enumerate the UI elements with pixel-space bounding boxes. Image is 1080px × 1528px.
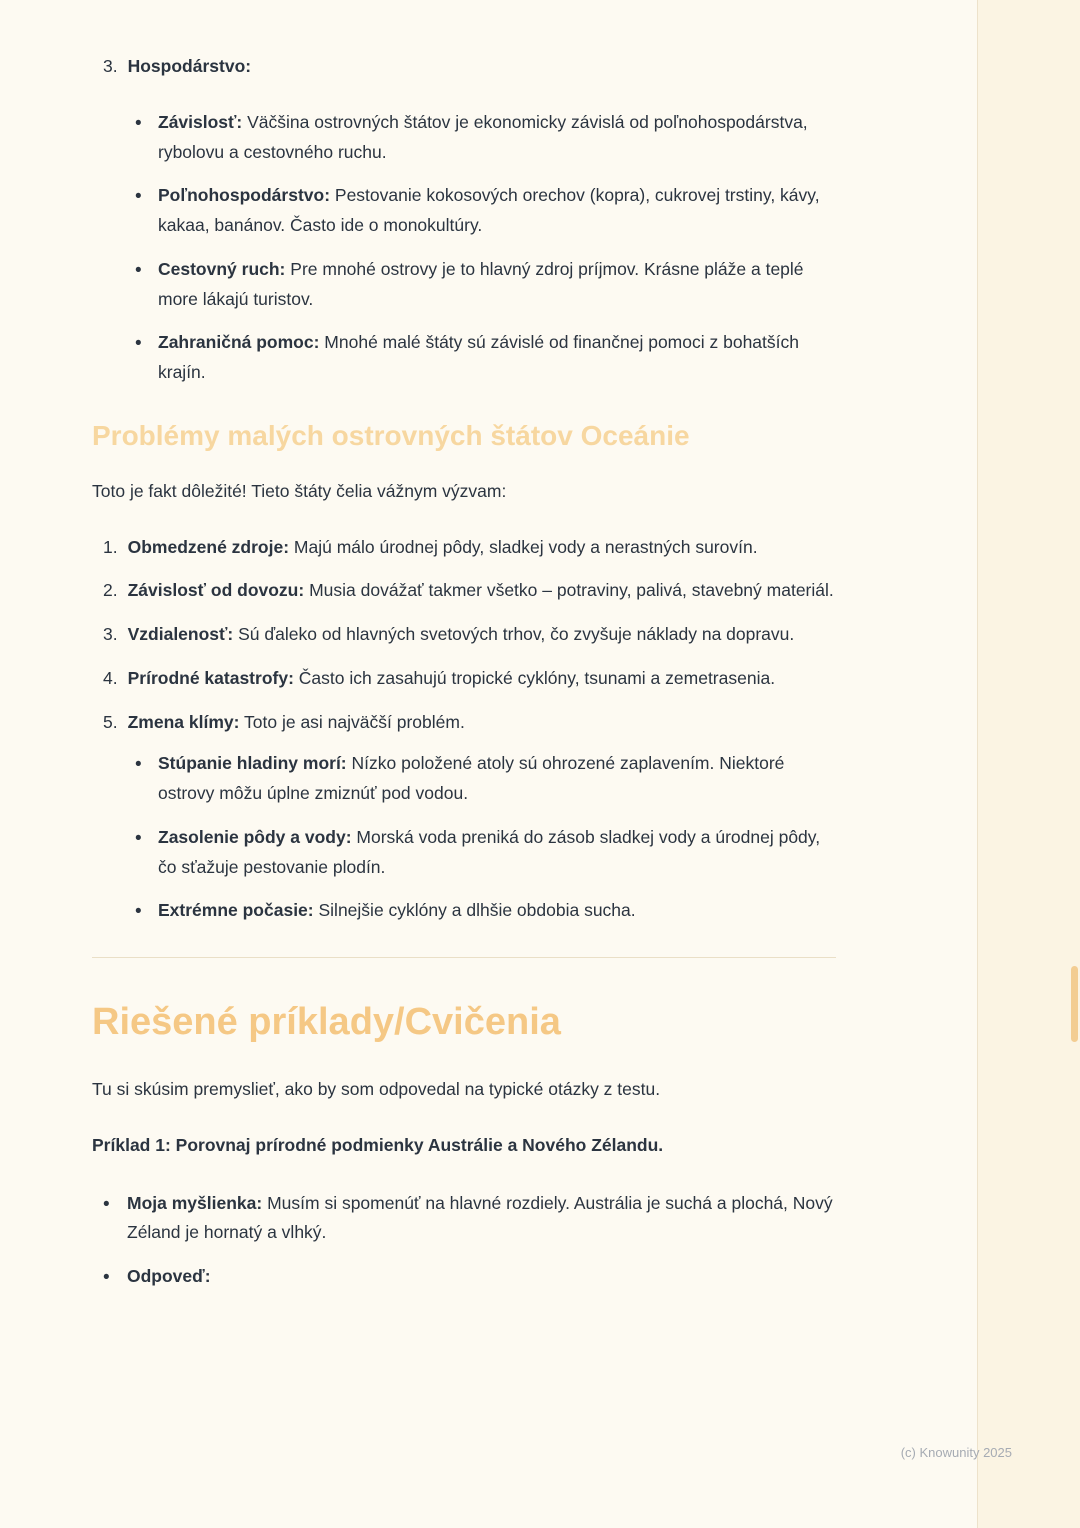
list-item (92, 749, 836, 809)
term-text: Toto je asi najväčší problém. (244, 711, 465, 732)
bullet-icon: • (135, 186, 142, 208)
term-label: Stúpanie hladiny morí: (158, 753, 347, 774)
bullet-icon: • (135, 333, 142, 355)
list-number: 1. (103, 536, 118, 557)
term-label: Obmedzené zdroje: (127, 536, 290, 557)
scrollbar-thumb[interactable] (1071, 966, 1078, 1042)
term-text: Silnejšie cyklóny a dlhšie obdobia sucha. (318, 900, 636, 921)
term-text: Mnohé malé štáty sú závislé od finančnej pomoci z bohatších krajín. (158, 332, 799, 382)
term-text: Sú ďaleko od hlavných svetových trhov, čo zvyšuje náklady na dopravu. (238, 624, 795, 644)
bullet-icon: • (103, 1267, 110, 1289)
term-text: Musia dovážať takmer všetko – potraviny, palivá, stavebný materiál. (309, 580, 834, 601)
bullet-icon: • (135, 901, 142, 923)
list-number: 2. (103, 580, 118, 601)
list-item (92, 328, 836, 388)
term-text: Majú málo úrodnej pôdy, sladkej vody a nerastných surovín. (293, 536, 758, 557)
example1-title: Príklad 1: Porovnaj prírodné podmienky Austrálie a Nového Zélandu. (92, 1134, 664, 1155)
section-divider (92, 957, 836, 958)
climate-sub-list (92, 749, 836, 928)
section-heading-problems: Problémy malých ostrovných štátov Oceánie (92, 419, 690, 451)
bullet-icon: • (135, 259, 142, 281)
bullet-icon: • (135, 754, 142, 776)
problems-intro: Toto je fakt dôležité! Tieto štáty čelia vážnym výzvam: (92, 480, 507, 501)
copyright-credit: (c) Knowunity 2025 (900, 1444, 1012, 1460)
examples-intro: Tu si skúsim premyslieť, ako by som odpovedal na typické otázky z testu. (92, 1079, 661, 1100)
list-item (92, 823, 836, 883)
term-text: Často ich zasahujú tropické cyklóny, tsunami a zemetrasenia. (298, 667, 776, 688)
economy-bullet-list (92, 108, 836, 388)
term-text: Väčšina ostrovných štátov je ekonomicky závislá od poľnohospodárstva, rybolovu a cestovného ruchu. (158, 111, 808, 162)
numbered-item (92, 533, 836, 563)
list-item (92, 181, 836, 241)
numbered-item (92, 620, 836, 650)
list-number: 5. (103, 711, 118, 732)
term-text: Nízko položené atoly sú ohrozené zaplavením. Niektoré ostrovy môžu úplne zmiznúť pod vodou. (158, 753, 785, 803)
term-label: Závislosť od dovozu: (127, 580, 305, 601)
term-label: Závislosť: (158, 111, 243, 132)
term-label: Zasolenie pôdy a vody: (158, 826, 352, 847)
bullet-icon: • (135, 827, 142, 849)
term-text: Musím si spomenúť na hlavné rozdiely. Austrália je suchá a plochá, Nový Zéland je hornatý a vlhký. (127, 1192, 833, 1243)
term-label: Vzdialenosť: (127, 624, 234, 644)
bullet-icon: • (103, 1193, 110, 1215)
term-label: Moja myšlienka: (127, 1192, 263, 1213)
example1-bullet-list (92, 1189, 836, 1295)
numbered-item (92, 576, 836, 606)
term-text: Pre mnohé ostrovy je to hlavný zdroj príjmov. Krásne pláže a teplé more lákajú turistov. (158, 258, 804, 309)
list-item (92, 1189, 836, 1249)
numbered-item (92, 708, 836, 738)
term-label: Odpoveď: (127, 1266, 211, 1287)
term-label: Cestovný ruch: (158, 258, 286, 279)
section-heading-examples: Riešené príklady/Cvičenia (92, 1000, 561, 1043)
bullet-icon: • (135, 112, 142, 134)
term-label: Zmena klímy: (127, 711, 240, 732)
list-number: 4. (103, 667, 118, 688)
term-text: Morská voda preniká do zásob sladkej vody a úrodnej pôdy, čo sťažuje pestovanie plodín. (158, 826, 821, 877)
numbered-item (92, 664, 836, 694)
term-label: Prírodné katastrofy: (127, 667, 294, 688)
list-number: 3. (103, 56, 118, 76)
section-term-label: Hospodárstvo: (127, 56, 252, 76)
term-label: Zahraničná pomoc: (158, 332, 320, 353)
term-text: Pestovanie kokosových orechov (kopra), cukrovej trstiny, kávy, kakaa, banánov. Často ide o monokultúry. (158, 185, 820, 235)
list-number: 3. (103, 624, 118, 644)
list-item (92, 896, 836, 928)
right-margin-band (977, 0, 1080, 1528)
list-item (92, 1262, 836, 1294)
problems-numbered-list (92, 533, 836, 738)
list-item (92, 108, 836, 168)
term-label: Poľnohospodárstvo: (158, 185, 331, 206)
list-item (92, 255, 836, 315)
economy-section-title (92, 52, 836, 82)
document-page (92, 52, 836, 1308)
term-label: Extrémne počasie: (158, 900, 314, 921)
